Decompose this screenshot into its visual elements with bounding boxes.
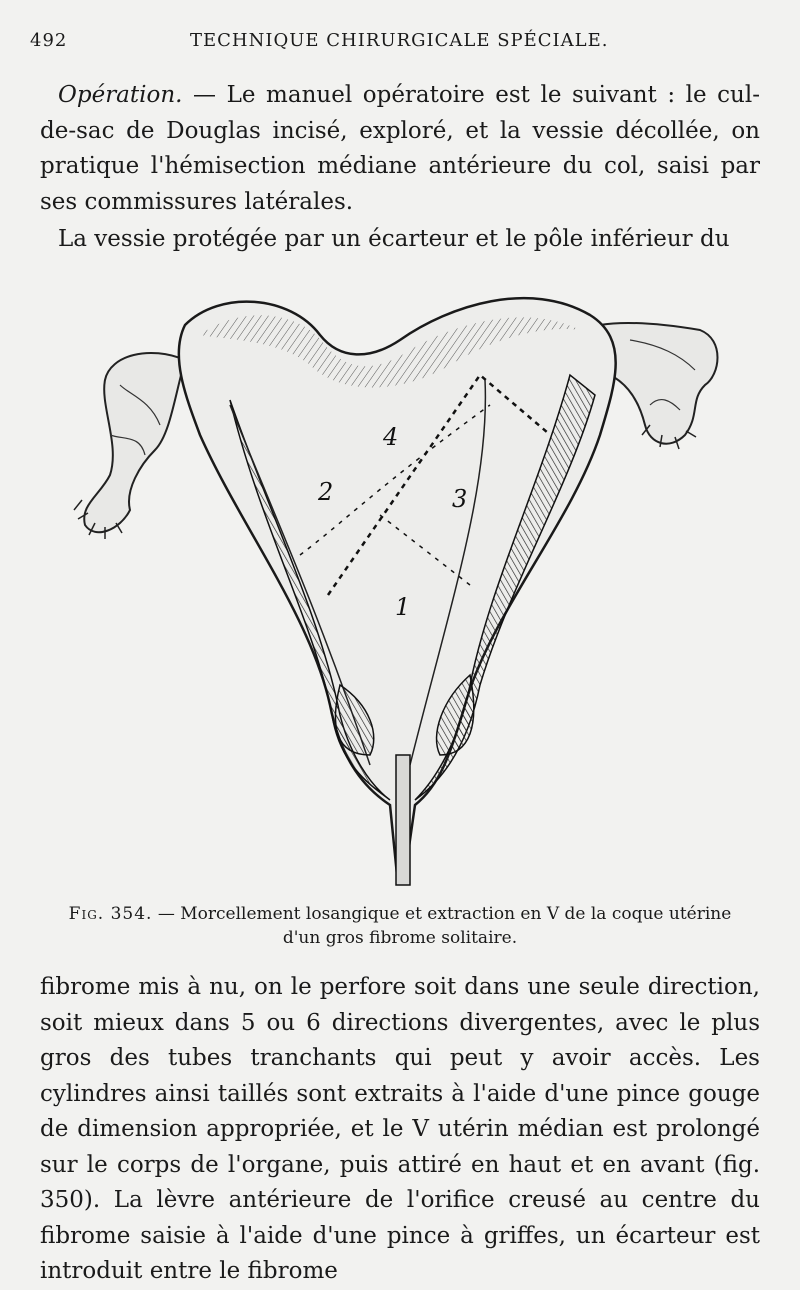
figure-caption xyxy=(60,902,740,950)
paragraph-text: — Le manuel opératoire est le suivant : le cul-de-sac de Douglas incisé, exploré, et la vessie décollée, on pratique l'hémisection médiane antérieure du col, saisi par ses commissures latérales. xyxy=(40,82,760,215)
figure-label: Fig. 354. xyxy=(68,904,153,924)
running-head xyxy=(30,30,760,60)
paragraph-fibrome xyxy=(40,970,760,1290)
running-title: TECHNIQUE CHIRURGICALE SPÉCIALE. xyxy=(190,30,609,51)
uterus-illustration xyxy=(70,285,740,890)
page-number: 492 xyxy=(30,30,68,51)
zone-label-4: 4 xyxy=(383,423,399,451)
caption-text: — Morcellement losangique et extraction en V de la coque utérine d'un gros fibrome solitaire. xyxy=(152,904,732,948)
paragraph-continued xyxy=(40,222,760,258)
paragraph-text: fibrome mis à nu, on le perfore soit dans une seule direction, soit mieux dans 5 ou 6 directions divergentes, avec le plus gros des tubes tranchants qui peut y avoir accès. Les cylindres ainsi taillés sont extraits à l'aide d'une pince gouge de dimension appropriée, et le V utérin médian est prolongé sur le corps de l'organe, puis attiré en haut et en avant (fig. 350). La lèvre antérieure de l'orifice creusé au centre du fibrome saisie à l'aide d'une pince à griffes, un écarteur est introduit entre le fibrome xyxy=(40,974,760,1284)
paragraph-operation xyxy=(40,78,760,220)
zone-label-2: 2 xyxy=(318,478,334,506)
right-adnexa xyxy=(600,323,718,449)
zone-label-3: 3 xyxy=(452,485,468,513)
left-adnexa xyxy=(74,353,185,539)
uterus-body xyxy=(179,298,616,885)
section-heading: Opération. xyxy=(58,82,183,108)
zone-label-1: 1 xyxy=(395,593,411,621)
figure-354 xyxy=(70,285,740,890)
paragraph-text: La vessie protégée par un écarteur et le pôle inférieur du xyxy=(58,226,730,252)
